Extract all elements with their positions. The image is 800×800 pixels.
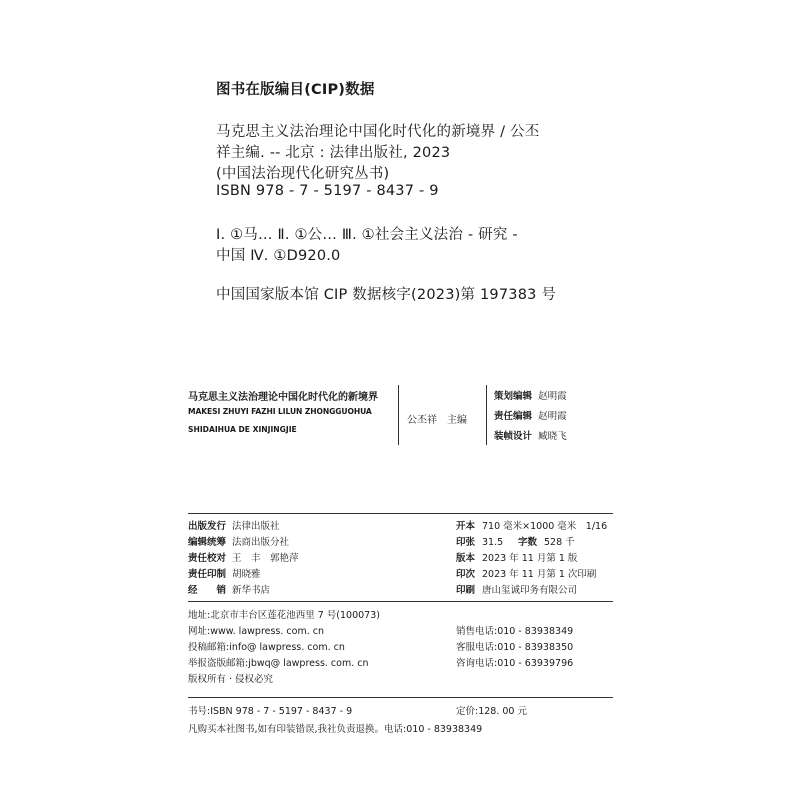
credit-row [494, 388, 567, 402]
publishing-value: 新华书店 [232, 585, 271, 596]
publishing-top-rule [188, 513, 613, 514]
publishing-label: 出版发行 [188, 521, 227, 532]
website-link[interactable]: 网址:www. lawpress. com. cn [188, 626, 324, 637]
book-title-cn: 马克思主义法治理论中国化时代化的新境界 [188, 392, 378, 403]
credit-row [494, 408, 567, 422]
footer-top-rule [188, 697, 613, 698]
cip-entry-line2: 祥主编. -- 北京 : 法律出版社, 2023 [216, 145, 451, 161]
contact-top-rule [188, 601, 613, 602]
title-divider-1 [398, 385, 399, 445]
sales-phone: 销售电话:010 - 83938349 [456, 626, 574, 637]
submission-email-link[interactable]: 投稿邮箱:info@ lawpress. com. cn [188, 642, 345, 653]
publishing-value: 胡晓雅 [232, 569, 261, 580]
rights-notice: 版权所有 · 侵权必究 [188, 674, 274, 685]
credit-name: 赵明霞 [538, 391, 567, 402]
spec-label: 版本 [456, 553, 476, 564]
contact-info-left [188, 607, 448, 687]
publishing-value: 王 丰 郭艳萍 [232, 553, 299, 564]
address-text: 地址:北京市丰台区莲花池西里 7 号(100073) [188, 610, 380, 621]
book-title-pinyin-line1: MAKESI ZHUYI FAZHI LILUN ZHONGGUOHUA [188, 407, 372, 416]
spec-row [456, 550, 577, 564]
publishing-row [188, 534, 289, 548]
spec-row [456, 566, 596, 580]
cip-entry-series: (中国法治现代化研究丛书) [216, 166, 390, 182]
spec-label: 字数 [518, 537, 538, 548]
credit-row [494, 428, 567, 442]
publishing-label: 经 销 [188, 585, 227, 596]
publishing-value: 法律出版社 [232, 521, 280, 532]
cip-entry-isbn: ISBN 978 - 7 - 5197 - 8437 - 9 [216, 183, 439, 199]
publishing-label: 责任校对 [188, 553, 227, 564]
publishing-row [188, 550, 299, 564]
cip-entry-line1: 马克思主义法治理论中国化时代化的新境界 / 公丕 [216, 124, 540, 140]
publishing-row [188, 518, 280, 532]
publishing-info-right [456, 518, 613, 598]
inquiry-phone: 咨询电话:010 - 63939796 [456, 658, 574, 669]
spec-value: 528 千 [544, 537, 575, 548]
spec-value: 31.5 [482, 537, 504, 548]
spec-row [456, 518, 607, 532]
spec-value: 2023 年 11 月第 1 次印刷 [482, 569, 597, 580]
spec-label: 印次 [456, 569, 476, 580]
cip-core-number: 中国国家版本馆 CIP 数据核字(2023)第 197383 号 [216, 287, 557, 303]
spec-value: 2023 年 11 月第 1 版 [482, 553, 578, 564]
spec-row [456, 534, 575, 548]
book-number: 书号:ISBN 978 - 7 - 5197 - 8437 - 9 [188, 706, 353, 717]
book-editor: 公丕祥 主编 [407, 415, 467, 426]
spec-label: 印张 [456, 537, 476, 548]
credit-role: 策划编辑 [494, 391, 533, 402]
publishing-label: 责任印制 [188, 569, 227, 580]
service-phone: 客服电话:010 - 83938350 [456, 642, 574, 653]
cip-subject-line2: 中国 Ⅳ. ①D920.0 [216, 248, 341, 264]
publishing-info-left [188, 518, 448, 598]
credit-role: 装帧设计 [494, 431, 533, 442]
spec-value: 710 毫米×1000 毫米 1/16 [482, 521, 608, 532]
price: 定价:128. 00 元 [456, 706, 527, 717]
spec-row [456, 582, 577, 596]
spec-label: 开本 [456, 521, 476, 532]
spec-label: 印刷 [456, 585, 476, 596]
book-title-pinyin-line2: SHIDAIHUA DE XINJINGJIE [188, 425, 297, 434]
spec-value: 唐山玺诚印务有限公司 [482, 585, 578, 596]
credit-name: 赵明霞 [538, 411, 567, 422]
cip-block [216, 78, 557, 303]
publishing-row [188, 582, 270, 596]
return-notice: 凡购买本社图书,如有印装错误,我社负责退换。电话:010 - 83938349 [188, 724, 483, 735]
contact-info-right [456, 623, 613, 673]
credit-role: 责任编辑 [494, 411, 533, 422]
report-email-link[interactable]: 举报盗版邮箱:jbwq@ lawpress. com. cn [188, 658, 369, 669]
title-divider-2 [486, 385, 487, 445]
publishing-label: 编辑统筹 [188, 537, 227, 548]
publishing-value: 法商出版分社 [232, 537, 290, 548]
cip-heading: 图书在版编目(CIP)数据 [216, 82, 375, 98]
cip-subject-line1: Ⅰ. ①马… Ⅱ. ①公… Ⅲ. ①社会主义法治 - 研究 - [216, 227, 518, 243]
publishing-row [188, 566, 261, 580]
credit-name: 臧晓飞 [538, 431, 567, 442]
title-block [188, 385, 608, 447]
